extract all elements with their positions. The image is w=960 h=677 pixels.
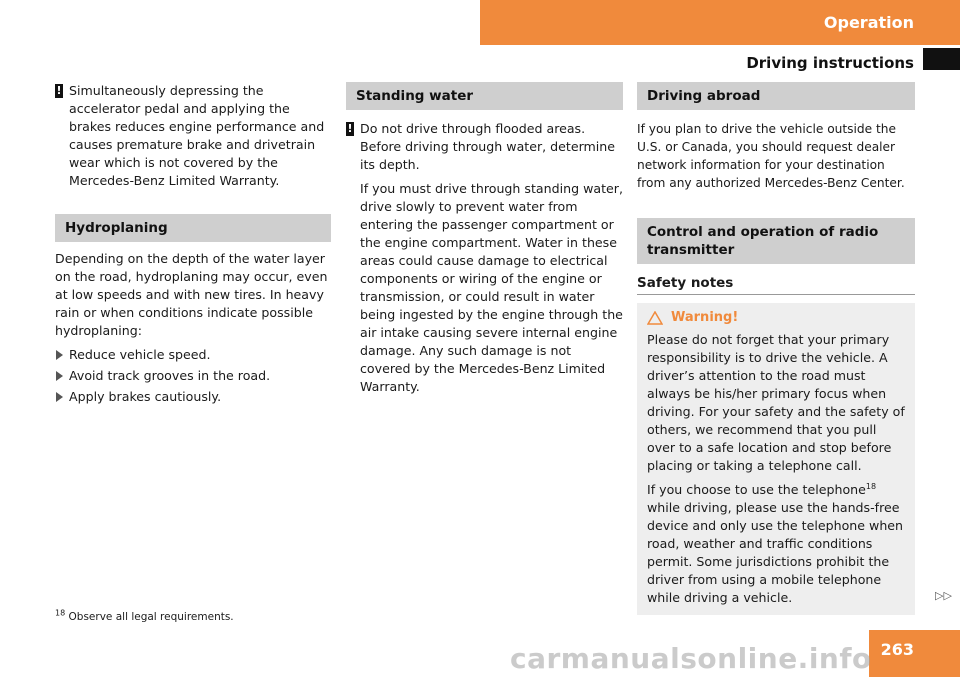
list-item: Avoid track grooves in the road.	[55, 367, 331, 385]
column-1	[55, 82, 331, 406]
hydroplaning-heading: Hydroplaning	[55, 214, 331, 242]
flooded-area-notice	[346, 120, 623, 174]
header-section-tab	[480, 0, 960, 45]
hydroplaning-intro: Depending on the depth of the water layer on the road, hydroplaning may occur, even at low speeds and with new tires. In heavy rain or when conditions indicate possible hydroplaning:	[55, 251, 328, 338]
radio-transmitter-heading: Control and operation of radio transmitter	[637, 218, 915, 264]
header-subsection-title: Driving instructions	[746, 54, 914, 72]
triangle-bullet-icon	[56, 350, 63, 360]
column-2	[346, 82, 623, 396]
warning-box	[637, 303, 915, 615]
warning-triangle-icon	[647, 311, 663, 325]
driving-abroad-heading: Driving abroad	[637, 82, 915, 110]
standing-water-heading: Standing water	[346, 82, 623, 110]
header-section-title: Operation	[823, 13, 914, 32]
warning-text-1: Please do not forget that your primary responsibility is to drive the vehicle. A driver’s attention to the road must always be his/her primary focus when driving. For your safety and the safety of others, we recommend that you pull over to a safe location and stop before placing or taking a telephone call.	[647, 332, 905, 473]
triangle-bullet-icon	[56, 392, 63, 402]
column-3	[637, 82, 915, 615]
hydroplaning-steps	[55, 346, 331, 406]
footnote	[55, 608, 234, 623]
driving-abroad-text: If you plan to drive the vehicle outside the U.S. or Canada, you should request dealer network information for your destination from any authorized Mercedes-Benz Center.	[637, 122, 905, 190]
double-arrow-icon[interactable]: ▷▷	[935, 589, 952, 602]
footnote-ref[interactable]: 18	[865, 481, 877, 491]
warning-title	[647, 309, 907, 327]
exclamation-icon: !	[347, 122, 353, 135]
page-number: 263	[880, 640, 914, 659]
safety-notes-subhead: Safety notes	[637, 274, 915, 295]
warning-title-text: Warning!	[671, 310, 739, 325]
list-item: Apply brakes cautiously.	[55, 388, 331, 406]
exclamation-icon: !	[56, 84, 62, 97]
watermark-text: carmanualsonline.info	[510, 642, 872, 675]
header-marker-block	[923, 48, 960, 70]
footnote-text: Observe all legal requirements.	[65, 611, 234, 623]
warning-text-2: If you choose to use the telephone$^{18}$ while driving, please use the hands-free device and only use the telephone when road, weather and traffic conditions permit. Some jurisdictions prohibit the driver from using a mobile telephone while driving a vehicle.	[647, 481, 904, 605]
footnote-number: 18	[55, 608, 66, 618]
page-number-tab	[869, 630, 960, 677]
brake-notice	[55, 82, 331, 190]
triangle-bullet-icon	[56, 371, 63, 381]
list-item: Reduce vehicle speed.	[55, 346, 331, 364]
flooded-area-notice-text: Do not drive through flooded areas. Before driving through water, determine its depth.	[360, 121, 616, 172]
standing-water-text: If you must drive through standing water, drive slowly to prevent water from entering the passenger compartment or the engine compartment. Water in these areas could cause damage to electrical components or wiring of the engine or transmission, or could result in water being ingested by the engine through the air intake causing severe internal engine damage. Any such damage is not covered by the Mercedes-Benz Limited Warranty.	[360, 181, 623, 394]
brake-notice-text: Simultaneously depressing the accelerator pedal and applying the brakes reduces engine performance and causes premature brake and drivetrain wear which is not covered by the Mercedes-Benz Limited Warranty.	[69, 83, 325, 188]
